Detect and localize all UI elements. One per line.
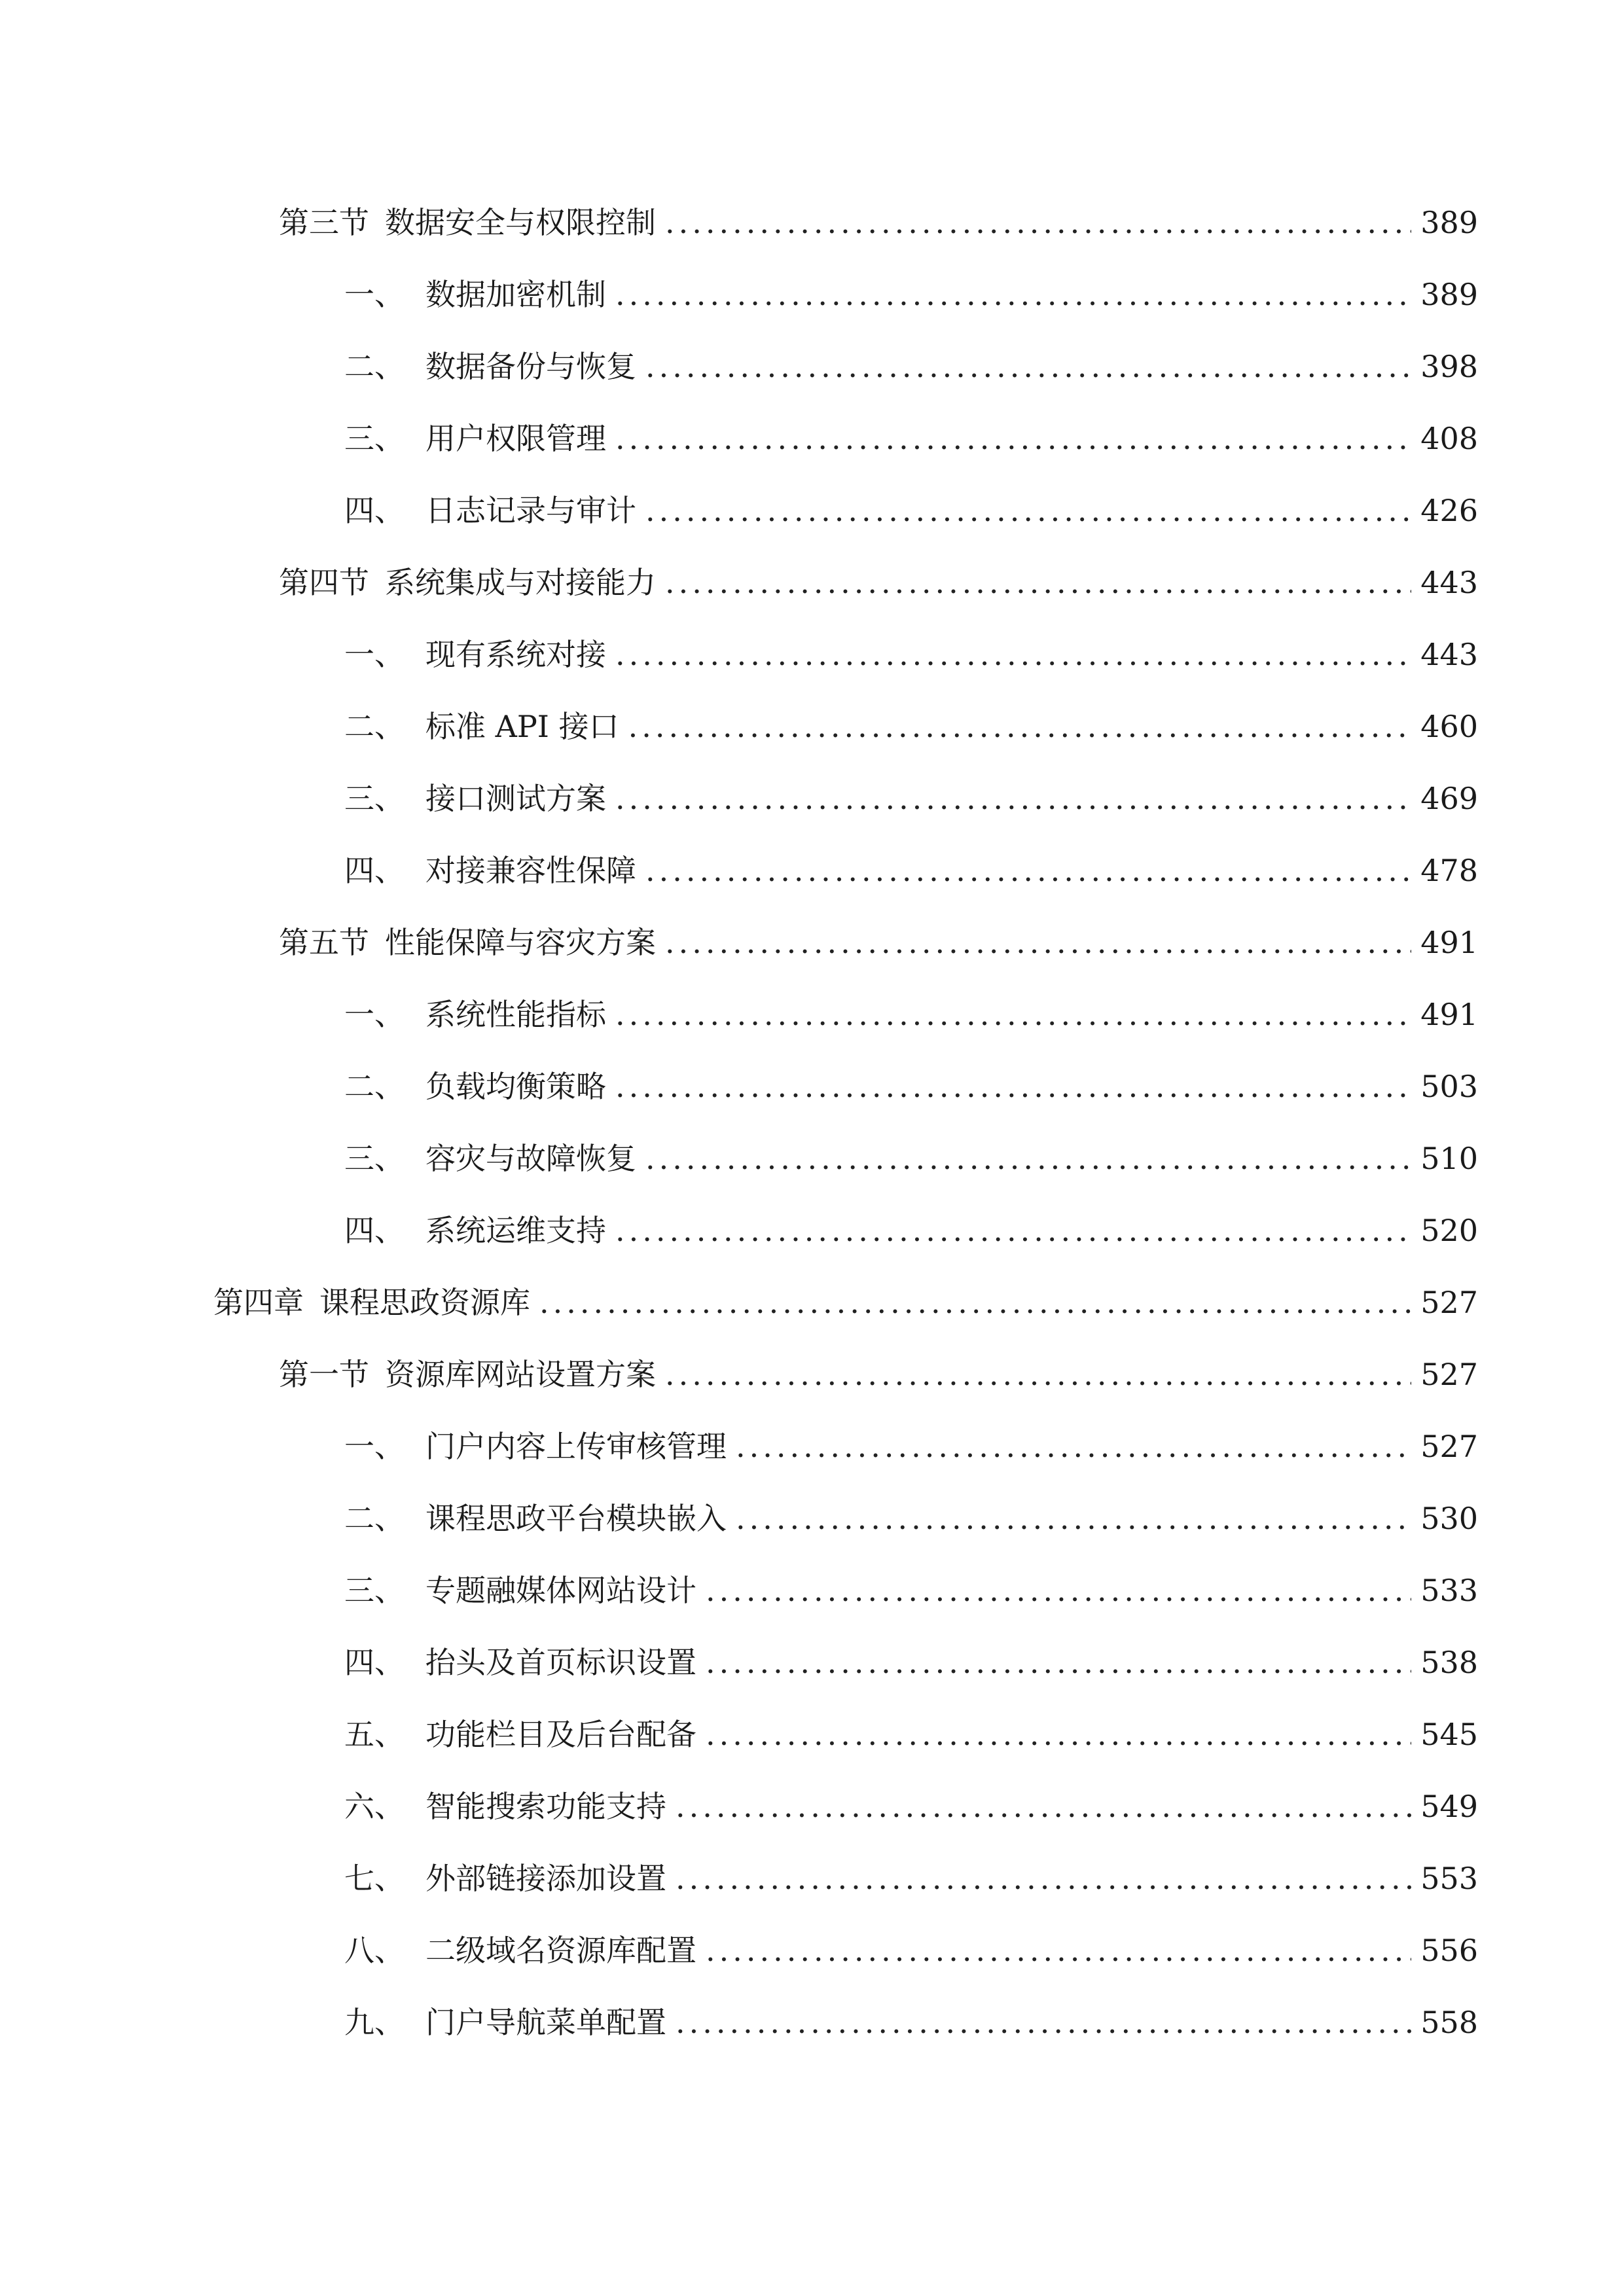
toc-entry-page-number: 389 (1420, 277, 1478, 312)
toc-entry-number: 一、 (344, 277, 405, 312)
table-of-contents (0, 187, 1624, 2058)
toc-entry-title: 系统集成与对接能力 (385, 565, 656, 600)
toc-entry-page-number: 398 (1420, 349, 1478, 384)
toc-entry-page-number: 389 (1420, 205, 1478, 240)
toc-entry[interactable] (0, 1554, 1624, 1626)
toc-entry-page-number: 510 (1420, 1141, 1478, 1176)
toc-entry-title: 日志记录与审计 (425, 493, 636, 528)
toc-entry-number: 三、 (344, 1141, 405, 1176)
toc-entry-number: 二、 (344, 1501, 405, 1536)
toc-entry-page-number: 538 (1420, 1645, 1478, 1680)
toc-entry-title: 门户导航菜单配置 (425, 2005, 666, 2040)
toc-dot-leader (628, 711, 1412, 742)
toc-entry[interactable] (0, 1194, 1624, 1266)
toc-entry-number: 六、 (344, 1789, 405, 1824)
toc-dot-leader (615, 423, 1411, 454)
toc-entry[interactable] (0, 1626, 1624, 1698)
toc-entry-number: 四、 (344, 853, 405, 888)
toc-entry-page-number: 460 (1420, 709, 1478, 744)
toc-entry-number: 八、 (344, 1933, 405, 1968)
toc-dot-leader (665, 927, 1411, 958)
toc-entry-title: 系统运维支持 (425, 1213, 606, 1248)
toc-entry-number: 二、 (344, 1069, 405, 1104)
toc-dot-leader (645, 1143, 1411, 1174)
toc-dot-leader (645, 351, 1411, 382)
toc-dot-leader (615, 783, 1411, 814)
toc-entry-number: 第一节 (279, 1357, 369, 1392)
toc-entry-title: 对接兼容性保障 (425, 853, 636, 888)
toc-entry-page-number: 549 (1420, 1789, 1478, 1824)
toc-entry-page-number: 491 (1420, 925, 1478, 960)
toc-dot-leader (615, 1071, 1411, 1102)
toc-entry[interactable] (0, 1266, 1624, 1338)
toc-entry-number: 九、 (344, 2005, 405, 2040)
toc-entry-title: 标准 API 接口 (425, 709, 619, 744)
toc-entry-number: 一、 (344, 1429, 405, 1464)
toc-entry-page-number: 556 (1420, 1933, 1478, 1968)
toc-entry-page-number: 545 (1420, 1717, 1478, 1752)
toc-entry-title: 数据安全与权限控制 (385, 205, 656, 240)
toc-dot-leader (736, 1503, 1411, 1534)
toc-dot-leader (645, 855, 1411, 886)
toc-entry-number: 三、 (344, 1573, 405, 1608)
toc-dot-leader (665, 1359, 1411, 1390)
toc-dot-leader (615, 279, 1411, 310)
toc-entry-title: 资源库网站设置方案 (385, 1357, 656, 1392)
toc-entry-number: 五、 (344, 1717, 405, 1752)
toc-dot-leader (665, 567, 1411, 598)
toc-entry-number: 第四章 (213, 1285, 304, 1320)
toc-entry-number: 第三节 (279, 205, 369, 240)
toc-entry-page-number: 533 (1420, 1573, 1478, 1608)
toc-entry-title: 接口测试方案 (425, 781, 606, 816)
toc-entry-number: 二、 (344, 349, 405, 384)
toc-dot-leader (676, 1863, 1411, 1893)
toc-entry-number: 第五节 (279, 925, 369, 960)
toc-entry-page-number: 527 (1420, 1429, 1478, 1464)
toc-dot-leader (615, 639, 1411, 670)
toc-entry-page-number: 443 (1420, 565, 1478, 600)
toc-entry-title: 系统性能指标 (425, 997, 606, 1032)
toc-entry-title: 课程思政资源库 (319, 1285, 530, 1320)
toc-entry-page-number: 491 (1420, 997, 1478, 1032)
toc-entry[interactable] (0, 906, 1624, 978)
toc-dot-leader (706, 1719, 1411, 1749)
toc-dot-leader (676, 2007, 1411, 2037)
toc-entry[interactable] (0, 475, 1624, 547)
toc-entry-title: 门户内容上传审核管理 (425, 1429, 727, 1464)
toc-entry-page-number: 520 (1420, 1213, 1478, 1248)
toc-entry[interactable] (0, 259, 1624, 331)
toc-entry[interactable] (0, 691, 1624, 762)
toc-entry[interactable] (0, 978, 1624, 1050)
toc-dot-leader (676, 1791, 1411, 1821)
toc-entry[interactable] (0, 1842, 1624, 1914)
toc-entry-number: 四、 (344, 1213, 405, 1248)
toc-entry-number: 四、 (344, 1645, 405, 1680)
toc-entry-number: 三、 (344, 781, 405, 816)
toc-entry-title: 负载均衡策略 (425, 1069, 606, 1104)
toc-entry[interactable] (0, 1338, 1624, 1410)
toc-entry-number: 四、 (344, 493, 405, 528)
toc-entry[interactable] (0, 547, 1624, 619)
toc-entry[interactable] (0, 187, 1624, 259)
toc-entry-page-number: 478 (1420, 853, 1478, 888)
toc-entry[interactable] (0, 619, 1624, 691)
toc-entry-title: 性能保障与容灾方案 (385, 925, 656, 960)
toc-dot-leader (736, 1431, 1411, 1462)
toc-entry[interactable] (0, 1122, 1624, 1194)
toc-entry-title: 现有系统对接 (425, 637, 606, 672)
toc-entry-page-number: 527 (1420, 1357, 1478, 1392)
toc-entry[interactable] (0, 834, 1624, 906)
toc-entry-title: 数据备份与恢复 (425, 349, 636, 384)
toc-entry-number: 一、 (344, 997, 405, 1032)
toc-entry[interactable] (0, 1050, 1624, 1122)
toc-entry-number: 一、 (344, 637, 405, 672)
toc-entry-title: 功能栏目及后台配备 (425, 1717, 696, 1752)
toc-entry[interactable] (0, 331, 1624, 403)
toc-entry-title: 外部链接添加设置 (425, 1861, 666, 1896)
toc-entry-page-number: 469 (1420, 781, 1478, 816)
toc-entry-title: 智能搜索功能支持 (425, 1789, 666, 1824)
toc-entry[interactable] (0, 1482, 1624, 1554)
toc-entry-page-number: 558 (1420, 2005, 1478, 2040)
toc-dot-leader (706, 1935, 1411, 1965)
toc-entry-page-number: 530 (1420, 1501, 1478, 1536)
toc-entry-page-number: 443 (1420, 637, 1478, 672)
toc-entry-number: 七、 (344, 1861, 405, 1896)
toc-dot-leader (645, 495, 1411, 526)
toc-entry[interactable] (0, 1914, 1624, 1986)
toc-entry[interactable] (0, 403, 1624, 475)
toc-entry[interactable] (0, 1698, 1624, 1770)
toc-entry-number: 第四节 (279, 565, 369, 600)
toc-entry-page-number: 527 (1420, 1285, 1478, 1320)
toc-dot-leader (706, 1647, 1411, 1677)
toc-dot-leader (615, 1215, 1411, 1246)
toc-entry[interactable] (0, 1410, 1624, 1482)
toc-dot-leader (665, 207, 1411, 238)
toc-entry-title: 二级域名资源库配置 (425, 1933, 696, 1968)
toc-entry-title: 专题融媒体网站设计 (425, 1573, 696, 1608)
toc-dot-leader (706, 1575, 1411, 1605)
toc-dot-leader (615, 999, 1411, 1030)
toc-entry-page-number: 503 (1420, 1069, 1478, 1104)
toc-entry-page-number: 426 (1420, 493, 1478, 528)
toc-entry[interactable] (0, 1986, 1624, 2058)
toc-entry-title: 容灾与故障恢复 (425, 1141, 636, 1176)
toc-dot-leader (539, 1287, 1411, 1318)
toc-entry-page-number: 408 (1420, 421, 1478, 456)
toc-entry[interactable] (0, 762, 1624, 834)
toc-entry-number: 三、 (344, 421, 405, 456)
toc-entry-number: 二、 (344, 709, 405, 744)
toc-entry-title: 用户权限管理 (425, 421, 606, 456)
toc-entry[interactable] (0, 1770, 1624, 1842)
toc-entry-title: 数据加密机制 (425, 277, 606, 312)
toc-entry-title: 抬头及首页标识设置 (425, 1645, 696, 1680)
toc-entry-page-number: 553 (1420, 1861, 1478, 1896)
toc-entry-title: 课程思政平台模块嵌入 (425, 1501, 727, 1536)
